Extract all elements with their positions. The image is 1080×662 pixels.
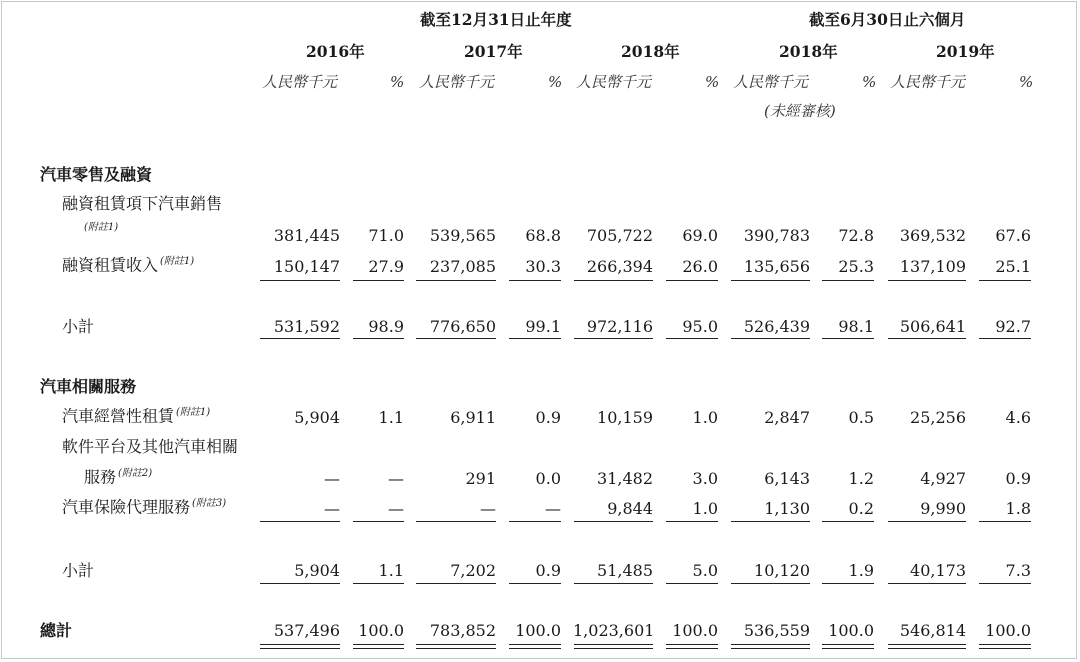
rule-line xyxy=(574,648,653,649)
percent-cell: 5.0 xyxy=(692,561,718,580)
unit-rmb: 人民幣千元 xyxy=(262,73,338,91)
amount-cell: 9,844 xyxy=(607,499,653,518)
amount-cell: 135,656 xyxy=(743,257,810,276)
percent-cell: 7.3 xyxy=(1005,561,1031,580)
subtotal-label: 小計 xyxy=(62,317,95,336)
amount-cell: — xyxy=(324,499,340,518)
rule-line xyxy=(822,338,874,339)
rule-line xyxy=(353,648,404,649)
rule-line xyxy=(822,644,874,645)
rule-line xyxy=(731,644,810,645)
rule-line xyxy=(574,583,653,584)
amount-cell: 5,904 xyxy=(294,561,340,580)
percent-cell: 4.6 xyxy=(1005,408,1031,427)
row-label: 軟件平台及其他汽車相關 xyxy=(62,437,239,456)
unit-rmb: 人民幣千元 xyxy=(890,73,966,91)
percent-cell: 100.0 xyxy=(358,621,404,640)
amount-cell: 546,814 xyxy=(899,621,966,640)
amount-cell: 526,439 xyxy=(743,317,810,336)
year-header: 2019年 xyxy=(936,42,995,61)
rule-line xyxy=(731,648,810,649)
amount-cell: 150,147 xyxy=(273,257,340,276)
rule-line xyxy=(822,648,874,649)
row-label xyxy=(62,408,210,424)
percent-cell: 100.0 xyxy=(985,621,1031,640)
amount-cell: 972,116 xyxy=(586,317,653,336)
amount-cell: 137,109 xyxy=(899,257,966,276)
rule-line xyxy=(731,521,810,522)
amount-cell: 2,847 xyxy=(764,408,810,427)
percent-cell: 0.9 xyxy=(535,408,561,427)
amount-cell: 1,023,601 xyxy=(573,621,655,640)
amount-cell: 10,120 xyxy=(754,561,810,580)
rule-line xyxy=(260,338,340,339)
rule-line xyxy=(888,280,966,281)
rule-line xyxy=(822,583,874,584)
percent-cell: 25.3 xyxy=(838,257,874,276)
percent-cell: 1.1 xyxy=(378,408,404,427)
amount-cell: 381,445 xyxy=(273,226,340,245)
rule-line xyxy=(353,280,404,281)
amount-cell: 705,722 xyxy=(586,226,653,245)
amount-cell: 7,202 xyxy=(450,561,496,580)
percent-cell: 0.9 xyxy=(1005,469,1031,488)
rule-line xyxy=(822,521,874,522)
amount-cell: 291 xyxy=(465,469,496,488)
rule-line xyxy=(416,644,496,645)
row-label xyxy=(62,499,226,515)
rule-line xyxy=(509,648,561,649)
amount-cell: 539,565 xyxy=(429,226,496,245)
rule-line xyxy=(509,583,561,584)
percent-cell: 98.1 xyxy=(838,317,874,336)
rule-line xyxy=(979,521,1031,522)
percent-cell: 30.3 xyxy=(525,257,561,276)
percent-cell: 95.0 xyxy=(682,317,718,336)
amount-cell: 369,532 xyxy=(899,226,966,245)
row-note: (附註2) xyxy=(118,468,153,479)
percent-cell: 0.0 xyxy=(535,469,561,488)
percent-cell: 26.0 xyxy=(682,257,718,276)
amount-cell: 4,927 xyxy=(920,469,966,488)
rule-line xyxy=(509,521,561,522)
rule-line xyxy=(260,648,340,649)
amount-cell: 536,559 xyxy=(743,621,810,640)
row-label-text: 融資租賃收入 xyxy=(62,255,159,275)
amount-cell: 6,143 xyxy=(764,469,810,488)
percent-cell: — xyxy=(388,469,404,488)
unaudited-note: (未經審核) xyxy=(764,102,836,120)
row-note: (附註3) xyxy=(192,498,227,509)
year-header: 2018年 xyxy=(779,42,838,61)
percent-cell: 69.0 xyxy=(682,226,718,245)
rule-line xyxy=(731,280,810,281)
percent-cell: 0.5 xyxy=(848,408,874,427)
rule-line xyxy=(666,648,718,649)
row-note: (附註1) xyxy=(176,407,211,418)
section-title: 汽車零售及融資 xyxy=(40,165,153,184)
percent-cell: 92.7 xyxy=(995,317,1031,336)
period-header-annual: 截至12月31日止年度 xyxy=(420,10,572,29)
row-label xyxy=(62,257,194,273)
rule-line xyxy=(888,648,966,649)
rule-line xyxy=(666,583,718,584)
amount-cell: 531,592 xyxy=(273,317,340,336)
year-header: 2016年 xyxy=(306,42,365,61)
rule-line xyxy=(822,280,874,281)
percent-cell: 67.6 xyxy=(995,226,1031,245)
rule-line xyxy=(979,280,1031,281)
rule-line xyxy=(509,280,561,281)
rule-line xyxy=(731,583,810,584)
amount-cell: 390,783 xyxy=(743,226,810,245)
percent-cell: 100.0 xyxy=(672,621,718,640)
rule-line xyxy=(979,648,1031,649)
rule-line xyxy=(416,521,496,522)
percent-cell: 100.0 xyxy=(515,621,561,640)
percent-cell: 98.9 xyxy=(368,317,404,336)
percent-cell: 25.1 xyxy=(995,257,1031,276)
rule-line xyxy=(666,338,718,339)
percent-cell: 1.0 xyxy=(692,408,718,427)
rule-line xyxy=(416,338,496,339)
rule-line xyxy=(979,583,1031,584)
row-label-text: 服務 xyxy=(84,467,117,487)
percent-cell: 100.0 xyxy=(828,621,874,640)
unit-pct: % xyxy=(862,73,877,91)
rule-line xyxy=(888,521,966,522)
row-label xyxy=(84,469,152,485)
rule-line xyxy=(353,338,404,339)
percent-cell: 3.0 xyxy=(692,469,718,488)
unit-pct: % xyxy=(390,73,405,91)
amount-cell: 6,911 xyxy=(450,408,496,427)
row-label-text: 汽車保險代理服務 xyxy=(62,497,191,517)
rule-line xyxy=(260,280,340,281)
row-label-text: 汽車經營性租賃 xyxy=(62,406,175,426)
rule-line xyxy=(416,648,496,649)
rule-line xyxy=(353,521,404,522)
rule-line xyxy=(353,644,404,645)
amount-cell: 783,852 xyxy=(429,621,496,640)
section-title: 汽車相關服務 xyxy=(40,377,137,396)
percent-cell: 1.0 xyxy=(692,499,718,518)
amount-cell: 9,990 xyxy=(920,499,966,518)
row-note: (附註1) xyxy=(160,256,195,267)
rule-line xyxy=(260,583,340,584)
year-header: 2018年 xyxy=(621,42,680,61)
rule-line xyxy=(979,338,1031,339)
rule-line xyxy=(888,583,966,584)
amount-cell: 40,173 xyxy=(910,561,966,580)
rule-line xyxy=(353,583,404,584)
rule-line xyxy=(666,521,718,522)
rule-line xyxy=(416,280,496,281)
percent-cell: 1.1 xyxy=(378,561,404,580)
percent-cell: 0.2 xyxy=(848,499,874,518)
subtotal-label: 小計 xyxy=(62,561,95,580)
amount-cell: 31,482 xyxy=(597,469,653,488)
percent-cell: 27.9 xyxy=(368,257,404,276)
amount-cell: — xyxy=(480,499,496,518)
rule-line xyxy=(888,338,966,339)
period-header-halfyear: 截至6月30日止六個月 xyxy=(809,10,966,29)
unit-pct: % xyxy=(705,73,720,91)
rule-line xyxy=(574,280,653,281)
amount-cell: 10,159 xyxy=(597,408,653,427)
percent-cell: 71.0 xyxy=(368,226,404,245)
unit-pct: % xyxy=(548,73,563,91)
unit-rmb: 人民幣千元 xyxy=(733,73,809,91)
percent-cell: 1.2 xyxy=(848,469,874,488)
rule-line xyxy=(979,644,1031,645)
rule-line xyxy=(509,644,561,645)
amount-cell: — xyxy=(324,469,340,488)
amount-cell: 776,650 xyxy=(429,317,496,336)
amount-cell: 237,085 xyxy=(429,257,496,276)
percent-cell: — xyxy=(545,499,561,518)
rule-line xyxy=(666,644,718,645)
rule-line xyxy=(416,583,496,584)
row-note: (附註1) xyxy=(84,222,119,233)
percent-cell: 1.9 xyxy=(848,561,874,580)
percent-cell: — xyxy=(388,499,404,518)
amount-cell: 1,130 xyxy=(764,499,810,518)
year-header: 2017年 xyxy=(464,42,523,61)
amount-cell: 51,485 xyxy=(597,561,653,580)
total-label: 總計 xyxy=(40,621,73,640)
rule-line xyxy=(574,644,653,645)
rule-line xyxy=(888,644,966,645)
rule-line xyxy=(260,521,340,522)
amount-cell: 266,394 xyxy=(586,257,653,276)
amount-cell: 537,496 xyxy=(273,621,340,640)
row-label: 融資租賃項下汽車銷售 xyxy=(62,194,223,213)
percent-cell: 99.1 xyxy=(525,317,561,336)
amount-cell: 25,256 xyxy=(910,408,966,427)
percent-cell: 0.9 xyxy=(535,561,561,580)
rule-line xyxy=(509,338,561,339)
unit-pct: % xyxy=(1019,73,1034,91)
unit-rmb: 人民幣千元 xyxy=(419,73,495,91)
percent-cell: 72.8 xyxy=(838,226,874,245)
percent-cell: 1.8 xyxy=(1005,499,1031,518)
rule-line xyxy=(260,644,340,645)
rule-line xyxy=(731,338,810,339)
amount-cell: 5,904 xyxy=(294,408,340,427)
percent-cell: 68.8 xyxy=(525,226,561,245)
rule-line xyxy=(574,338,653,339)
rule-line xyxy=(574,521,653,522)
rule-line xyxy=(666,280,718,281)
unit-rmb: 人民幣千元 xyxy=(576,73,652,91)
amount-cell: 506,641 xyxy=(899,317,966,336)
